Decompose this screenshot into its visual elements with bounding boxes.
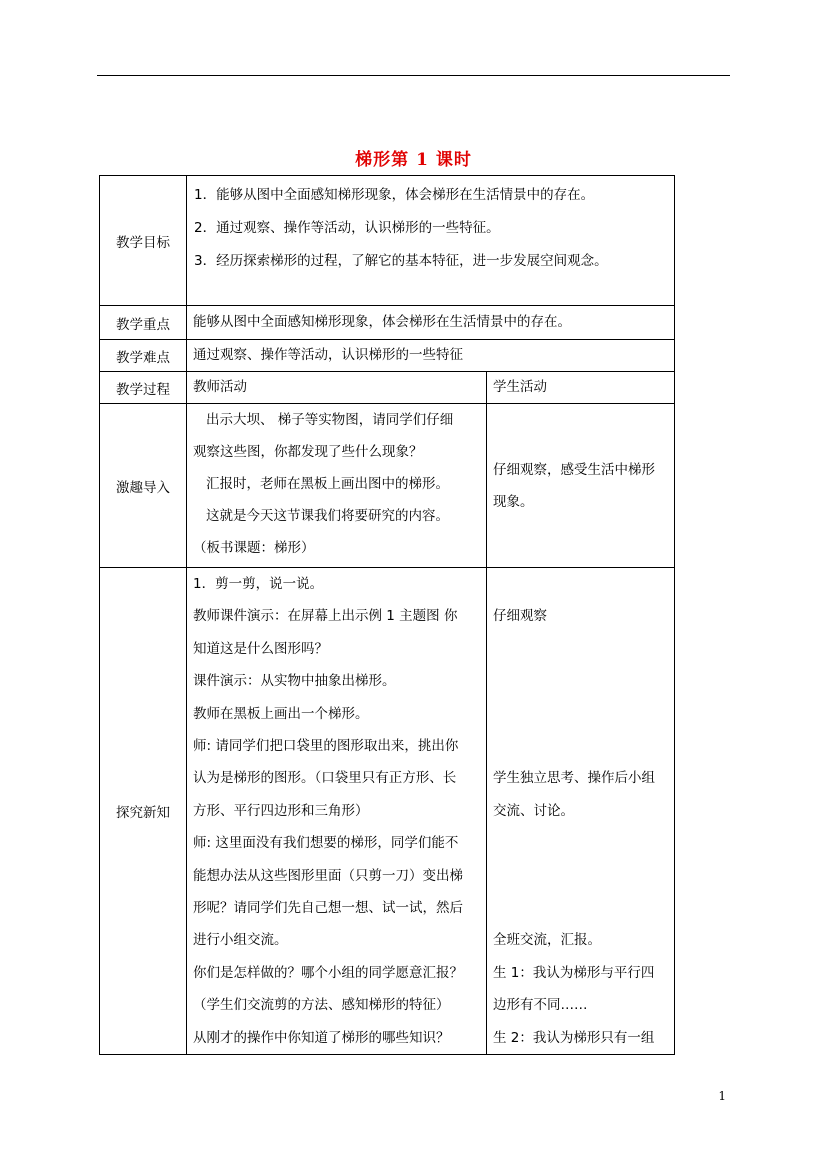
teacher-activity-header-cell: [187, 372, 487, 404]
difficulty-row: [100, 340, 675, 372]
goal-item: 1．能够从图中全面感知梯形现象，体会梯形在生活情景中的存在。: [194, 187, 595, 203]
explore-student-line: [493, 892, 668, 924]
goals-row: [100, 176, 675, 306]
goal-item: 2．通过观察、操作等活动，认识梯形的一些特征。: [194, 220, 500, 236]
explore-student-line: [493, 730, 668, 762]
explore-student-line: 生 2：我认为梯形只有一组: [493, 1029, 655, 1046]
goals-content: [187, 176, 675, 306]
process-header-row: [100, 372, 675, 404]
key-point-content: [187, 306, 675, 340]
explore-teacher-line: 知道这是什么图形吗？: [193, 640, 328, 657]
explore-teacher-line: 教师课件演示：在屏幕上出示例 1 主题图 你: [193, 608, 458, 625]
explore-teacher-line: 进行小组交流。: [193, 932, 288, 949]
key-point-label: 教学重点: [100, 306, 187, 340]
explore-teacher-line: （学生们交流剪的方法、感知梯形的特征）: [193, 997, 450, 1014]
key-point-text: 能够从图中全面感知梯形现象，体会梯形在生活情景中的存在。: [193, 314, 571, 330]
explore-student-cell: [487, 568, 675, 1055]
explore-student-line: 全班交流，汇报。: [493, 932, 601, 949]
intro-teacher-cell: [187, 404, 487, 568]
header-rule: [97, 75, 730, 76]
intro-student-line: 仔细观察，感受生活中梯形: [493, 461, 655, 478]
goal-item: 3．经历探索梯形的过程，了解它的基本特征，进一步发展空间观念。: [194, 253, 608, 269]
explore-teacher-line: 你们是怎样做的？哪个小组的同学愿意汇报？: [193, 964, 463, 981]
intro-row: [100, 404, 675, 568]
student-activity-header-cell: [487, 372, 675, 404]
explore-student-line: [493, 568, 668, 600]
intro-teacher-line: 这就是今天这节课我们将要研究的内容。: [206, 508, 449, 524]
process-label: 教学过程: [100, 372, 187, 404]
explore-student-line: 生 1：我认为梯形与平行四: [493, 964, 655, 981]
explore-student-line: [493, 698, 668, 730]
student-activity-header: 学生活动: [493, 379, 547, 395]
explore-student-line: [493, 633, 668, 665]
explore-teacher-line: 从刚才的操作中你知道了梯形的哪些知识？: [193, 1029, 450, 1046]
explore-teacher-line: 认为是梯形的图形。（口袋里只有正方形、长: [193, 770, 457, 787]
difficulty-text: 通过观察、操作等活动，认识梯形的一些特征: [193, 347, 463, 363]
page-number: 1: [718, 1089, 726, 1103]
explore-teacher-line: 师: 这里面没有我们想要的梯形，同学们能不: [193, 835, 459, 852]
explore-student-line: [493, 665, 668, 697]
explore-teacher-line: 形呢？请同学们先自己想一想、试一试，然后: [193, 900, 463, 917]
explore-student-line: [493, 827, 668, 859]
intro-student-cell: [487, 404, 675, 568]
explore-student-line: 学生独立思考、操作后小组: [493, 770, 655, 787]
difficulty-content: [187, 340, 675, 372]
explore-student-line: 边形有不同……: [493, 997, 588, 1014]
intro-teacher-line: 观察这些图，你都发现了些什么现象？: [193, 444, 423, 460]
explore-teacher-line: 课件演示：从实物中抽象出梯形。: [193, 673, 396, 690]
explore-teacher-line: 教师在黑板上画出一个梯形。: [193, 705, 369, 722]
page-title: 梯形第 1 课时: [355, 150, 472, 170]
lesson-plan-table: [99, 175, 675, 1055]
explore-student-line: [493, 860, 668, 892]
intro-teacher-line: 汇报时，老师在黑板上画出图中的梯形。: [206, 476, 449, 492]
intro-teacher-line: （板书课题：梯形）: [193, 540, 315, 556]
explore-label: 探究新知: [100, 568, 187, 1055]
explore-row: [100, 568, 675, 1055]
goals-label: 教学目标: [100, 176, 187, 306]
explore-teacher-cell: [187, 568, 487, 1055]
explore-teacher-line: 师: 请同学们把口袋里的图形取出来，挑出你: [193, 738, 459, 755]
explore-student-line: 仔细观察: [493, 608, 547, 625]
explore-student-line: 交流、讨论。: [493, 802, 574, 819]
explore-teacher-line: 1．剪一剪，说一说。: [193, 576, 324, 592]
difficulty-label: 教学难点: [100, 340, 187, 372]
explore-teacher-line: 方形、平行四边形和三角形）: [193, 802, 369, 819]
intro-label: 激趣导入: [100, 404, 187, 568]
key-point-row: [100, 306, 675, 340]
explore-teacher-line: 能想办法从这些图形里面（只剪一刀）变出梯: [193, 867, 463, 884]
teacher-activity-header: 教师活动: [193, 379, 247, 395]
intro-student-line: 现象。: [493, 493, 534, 510]
intro-teacher-line: 出示大坝、 梯子等实物图，请同学们仔细: [206, 412, 454, 428]
